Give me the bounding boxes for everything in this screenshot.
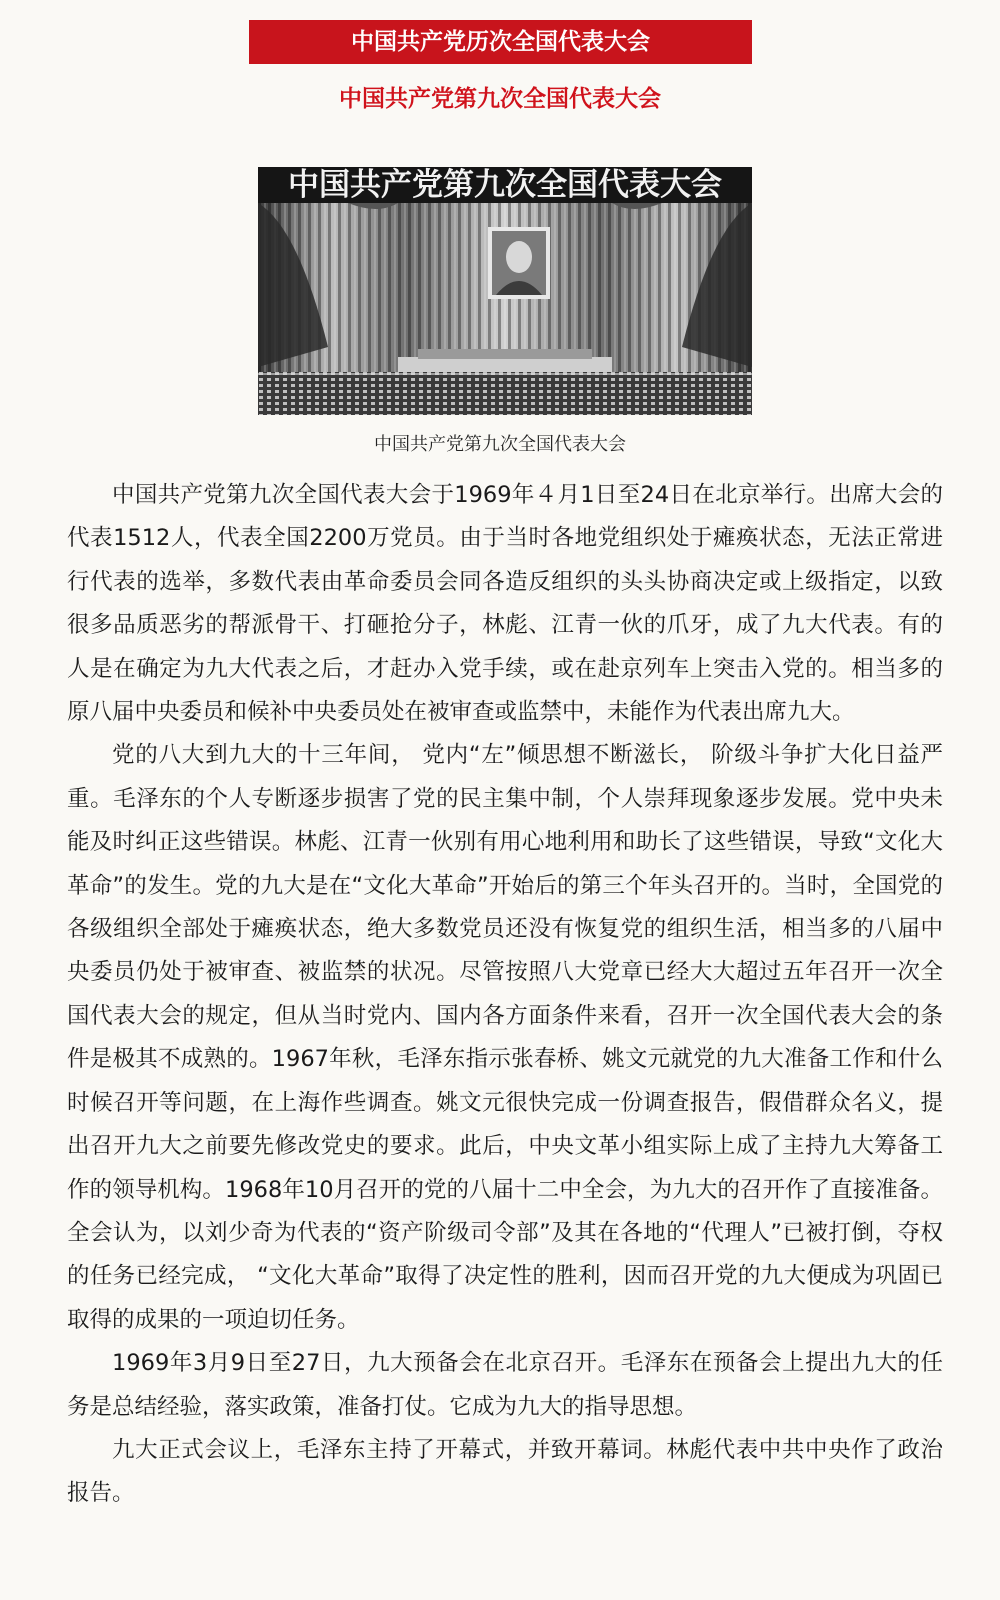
congress-title: 中国共产党第九次全国代表大会 (339, 86, 661, 112)
article-body (67, 474, 943, 1516)
article-paragraph: 1969年3月9日至27日，九大预备会在北京召开。毛泽东在预备会上提出九大的任务是总结经验，落实政策，准备打仗。它成为九大的指导思想。 (67, 1350, 943, 1420)
article-paragraph: 党的八大到九大的十三年间， 党内“左”倾思想不断滋长， 阶级斗争扩大化日益严重。毛泽东的个人专断逐步损害了党的民主集中制，个人崇拜现象逐步发展。党中央未能及时纠正这些错误。林彪、江青一伙别有用心地利用和助长了这些错误，导致“文化大革命”的发生。党的九大是在“文化大革命”开始后的第三个年头召开的。当时，全国党的各级组织全部处于瘫痪状态，绝大多数党员还没有恢复党的组织生活，相当多的八届中央委员仍处于被审查、被监禁的状况。尽管按照八大党章已经大大超过五年召开一次全国代表大会的规定，但从当时党内、国内各方面条件来看，召开一次全国代表大会的条件是极其不成熟的。1967年秋，毛泽东指示张春桥、姚文元就党的九大准备工作和什么时候召开等问题，在上海作些调查。姚文元很快完成一份调查报告，假借群众名义，提出召开九大之前要先修改党史的要求。此后，中央文革小组实际上成了主持九大筹备工作的领导机构。1968年10月召开的党的八届十二中全会，为九大的召开作了直接准备。全会认为，以刘少奇为代表的“资产阶级司令部”及其在各地的“代理人”已被打倒，夺权的任务已经完成， “文化大革命”取得了决定性的胜利，因而召开党的九大便成为巩固已取得的成果的一项迫切任务。 (67, 742, 943, 1333)
photo-hall-banner-text: 中国共产党第九次全国代表大会 (288, 167, 722, 203)
photo-caption: 中国共产党第九次全国代表大会 (374, 434, 626, 455)
article-paragraph: 九大正式会议上，毛泽东主持了开幕式，并致开幕词。林彪代表中共中央作了政治报告。 (67, 1436, 943, 1507)
article-paragraph: 中国共产党第九次全国代表大会于1969年４月1日至24日在北京举行。出席大会的代表1512人，代表全国2200万党员。由于当时各地党组织处于瘫痪状态，无法正常进行代表的选举，多数代表由革命委员会同各造反组织的头头协商决定或上级指定，以致很多品质恶劣的帮派骨干、打砸抢分子，林彪、江青一伙的爪牙，成了九大代表。有的人是在确定为九大代表之后，才赶办入党手续，或在赴京列车上突击入党的。相当多的原八届中央委员和候补中央委员处在被审查或监禁中，未能作为代表出席九大。 (67, 482, 943, 726)
congress-photo (258, 167, 752, 415)
series-title-banner: 中国共产党历次全国代表大会 (249, 20, 752, 64)
